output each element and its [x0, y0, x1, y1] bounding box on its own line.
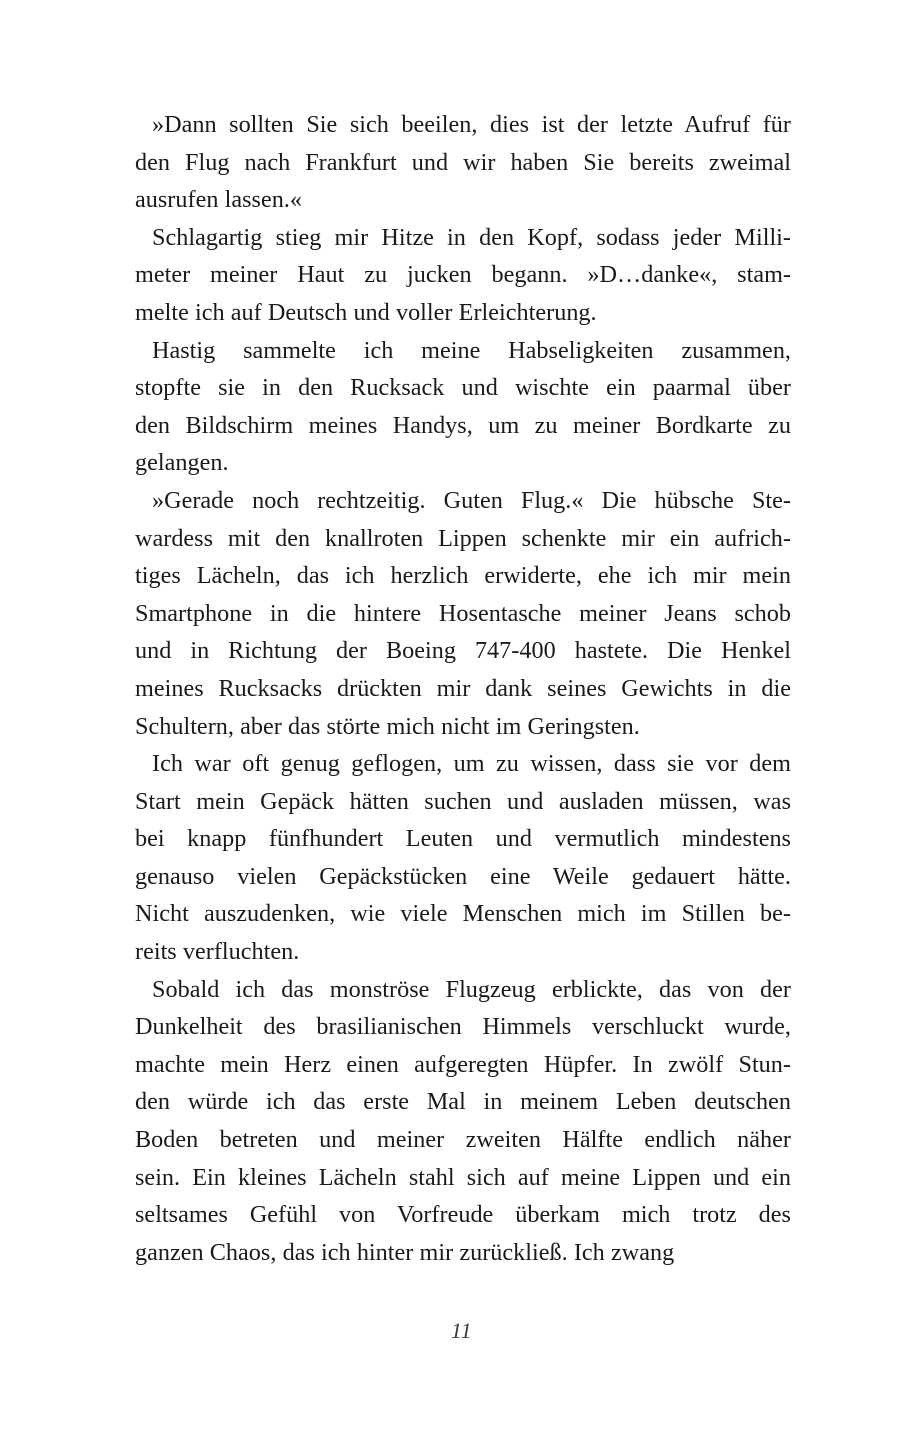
text-line: den Flug nach Frankfurt und wir haben Sie bereits zweimal [135, 148, 791, 176]
text-line: Nicht auszudenken, wie viele Menschen mich im Stillen be- [135, 900, 791, 928]
text-line: melte ich auf Deutsch und voller Erleichterung. [135, 298, 597, 326]
text-line: meter meiner Haut zu jucken begann. »D…danke«, stam- [135, 261, 791, 289]
text-line: Schlagartig stieg mir Hitze in den Kopf, sodass jeder Milli- [152, 223, 791, 251]
text-line: Boden betreten und meiner zweiten Hälfte endlich näher [135, 1126, 791, 1154]
text-line: meines Rucksacks drückten mir dank seines Gewichts in die [135, 674, 791, 702]
text-line: seltsames Gefühl von Vorfreude überkam mich trotz des [135, 1201, 791, 1229]
text-line: und in Richtung der Boeing 747-400 hastete. Die Henkel [135, 637, 791, 665]
text-line: Sobald ich das monströse Flugzeug erblickte, das von der [152, 975, 791, 1003]
text-line: sein. Ein kleines Lächeln stahl sich auf meine Lippen und ein [135, 1163, 791, 1191]
text-line: Dunkelheit des brasilianischen Himmels verschluckt wurde, [135, 1013, 791, 1041]
text-line: Hastig sammelte ich meine Habseligkeiten zusammen, [152, 336, 791, 364]
page-number: 11 [450, 1318, 473, 1343]
text-line: gelangen. [135, 449, 229, 477]
text-line: wardess mit den knallroten Lippen schenkte mir ein aufrich- [135, 524, 791, 552]
text-line: Ich war oft genug geflogen, um zu wissen, dass sie vor dem [152, 750, 791, 778]
text-line: Start mein Gepäck hätten suchen und ausladen müssen, was [135, 787, 791, 815]
paragraph-1 [135, 106, 791, 219]
text-line: den Bildschirm meines Handys, um zu meiner Bordkarte zu [135, 411, 791, 439]
page-text-block [135, 106, 791, 1271]
text-line: bei knapp fünfhundert Leuten und vermutlich mindestens [135, 825, 791, 853]
text-line: ausrufen lassen.« [135, 186, 303, 214]
text-line: den würde ich das erste Mal in meinem Leben deutschen [135, 1088, 791, 1116]
paragraph-5 [135, 745, 791, 971]
text-line: »Dann sollten Sie sich beeilen, dies ist der letzte Aufruf für [152, 111, 791, 138]
text-line: Schultern, aber das störte mich nicht im Geringsten. [135, 712, 640, 740]
text-line: stopfte sie in den Rucksack und wischte ein paarmal über [135, 374, 791, 402]
text-line: Smartphone in die hintere Hosentasche meiner Jeans schob [135, 599, 791, 627]
text-line: ganzen Chaos, das ich hinter mir zurückließ. Ich zwang [135, 1238, 675, 1266]
text-line: »Gerade noch rechtzeitig. Guten Flug.« Die hübsche Ste- [152, 486, 791, 514]
paragraph-3 [135, 332, 791, 482]
text-line: machte mein Herz einen aufgeregten Hüpfer. In zwölf Stun- [135, 1050, 791, 1078]
paragraph-4 [135, 482, 791, 745]
paragraph-2 [135, 219, 791, 332]
text-line: tiges Lächeln, das ich herzlich erwiderte, ehe ich mir mein [135, 562, 791, 590]
paragraph-6 [135, 971, 791, 1272]
text-line: genauso vielen Gepäckstücken eine Weile gedauert hätte. [135, 862, 791, 890]
text-line: reits verfluchten. [135, 938, 300, 966]
